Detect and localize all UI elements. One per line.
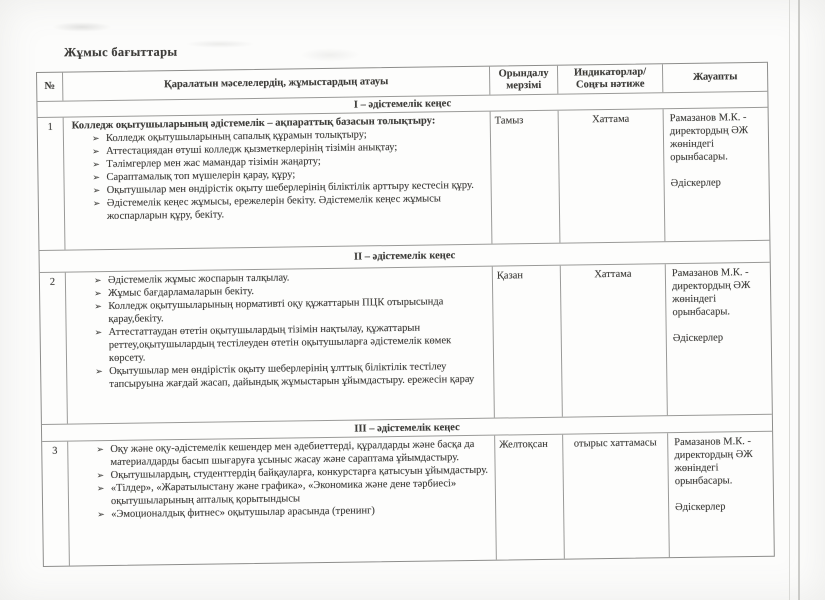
- responsible-text: Рамазанов М.К. - директордың ӘЖ жөніндегі орынбасары.: [669, 112, 749, 164]
- indicator-cell: [562, 433, 669, 558]
- indicator-text: Хаттама: [592, 113, 630, 126]
- row-tasks-cell: [63, 112, 492, 250]
- responsible-cell: [663, 108, 770, 241]
- work-plan-table: [36, 62, 775, 567]
- responsible-text-2: Әдіскерлер: [672, 332, 724, 345]
- arrow-bullet-icon: ➢: [94, 288, 102, 299]
- period-cell: [490, 111, 560, 244]
- table-row-3: [42, 431, 774, 566]
- list-item-text: Оқытушылардың, студенттердің байқауларға, конкурстарға қатысуын ұйымдастыру.: [110, 464, 489, 481]
- list-item-text: Сараптамалық топ мүшелерін қарау, құру;: [106, 169, 296, 184]
- period-text: Қазан: [496, 270, 524, 282]
- list-item-text: Оқытушылар мен өндірістік оқыту шеберлерінің ұлттық біліктілік тестілеу тапсыруына жағдай жасап, дайындық жұмыстарын ұйымдастыру. ережесін қарау: [109, 361, 475, 391]
- header-task-name: Қаралатын мәселелердің, жұмыстардың атауы: [62, 67, 489, 101]
- arrow-bullet-icon: ➢: [92, 159, 100, 170]
- scan-smudge: [185, 40, 255, 48]
- responsible-text-2: Әдіскерлер: [675, 501, 726, 514]
- arrow-bullet-icon: ➢: [94, 327, 103, 338]
- arrow-bullet-icon: ➢: [92, 198, 101, 209]
- period-cell: [492, 266, 562, 418]
- page-title: Жұмыс бағыттары: [63, 44, 178, 60]
- indicator-cell: [560, 264, 667, 416]
- task-list: [70, 127, 485, 224]
- header-responsible: Жауапты: [662, 63, 767, 92]
- scan-smudge: [52, 22, 112, 32]
- section-heading-text: II – әдістемелік кеңес: [353, 250, 456, 263]
- section-heading-text: I – әдістемелік кеңес: [353, 98, 452, 111]
- arrow-bullet-icon: ➢: [96, 444, 104, 455]
- arrow-bullet-icon: ➢: [91, 133, 100, 144]
- list-item-text: Аттестаттаудан өтетін оқытушылардың тізімін нақтылау, құжаттарын реттеу,оқытушылардың тестілеуден өтетін оқытушыларға әдістемелік көмек көрсету.: [108, 322, 452, 365]
- paper-edge-line: [789, 0, 790, 600]
- task-list: [72, 269, 488, 392]
- row-title: Колледж оқытушыларының әдістемелік – ақпараттық базасын толықтыру:: [71, 115, 436, 132]
- list-item-text: Оқытушылар мен өндірістік оқыту шеберлерінің біліктілік арттыру кестесін құру.: [106, 179, 474, 197]
- responsible-text: Рамазанов М.К. - директордың ӘЖ жөніндегі орынбасары.: [671, 267, 751, 319]
- list-item-text: Жұмыс бағдарламаларын бекіту.: [108, 285, 255, 300]
- period-cell: [494, 435, 564, 560]
- arrow-bullet-icon: ➢: [94, 301, 102, 312]
- row-number: [42, 442, 69, 566]
- arrow-bullet-icon: ➢: [96, 470, 105, 481]
- responsible-text: Рамазанов М.К. - директордың ӘЖ жөніндегі орынбасары.: [674, 436, 753, 488]
- period-text: Тамыз: [494, 115, 524, 127]
- responsible-cell: [665, 263, 772, 415]
- indicator-text: Хаттама: [594, 268, 632, 281]
- list-item: [73, 321, 488, 366]
- task-list: [74, 438, 489, 522]
- list-item-text: «Тілдер», «Жаратылыстану және графика», «Экономика және дене тәрбиесі» оқытушыларының апталық қорытындысы: [110, 478, 457, 507]
- arrow-bullet-icon: ➢: [92, 146, 100, 157]
- list-item: [71, 192, 485, 224]
- list-item-text: Оқу және оқу-әдістемелік кешендер мен әдебиеттерді, құралдарды және басқа да материалдарды басып шығаруға ұсыныс жасау және сараптама ұйымдастыру.: [110, 438, 475, 468]
- indicator-text: отырыс хаттамасы: [573, 437, 657, 450]
- arrow-bullet-icon: ➢: [93, 275, 102, 286]
- row-number-text: 2: [49, 276, 56, 288]
- row-tasks-cell: [67, 436, 496, 566]
- scan-smudge: [300, 48, 360, 62]
- section-heading-text: III – әдістемелік кеңес: [354, 421, 460, 435]
- table-row-1: [38, 107, 770, 250]
- row-number-text: 1: [47, 121, 53, 133]
- list-item-text: Колледж оқытушыларының сапалық құрамын толықтыру;: [105, 129, 367, 145]
- arrow-bullet-icon: ➢: [96, 483, 105, 494]
- list-item-text: Әдістемелік жұмыс жоспарын талқылау.: [107, 272, 290, 287]
- arrow-bullet-icon: ➢: [95, 366, 103, 377]
- list-item-text: Колледж оқытушыларының нормативті оқу құжаттарын ПЦК отырысында қарау,бекіту.: [108, 296, 444, 326]
- arrow-bullet-icon: ➢: [92, 172, 101, 183]
- table-row-2: [40, 262, 772, 424]
- row-number: [40, 273, 67, 424]
- list-item-text: Әдістемелік кеңес жұмысы, ережелерін бекіту. Әдістемелік кеңес жұмысы жоспарларын құру, бекіту.: [106, 193, 441, 223]
- row-number: [38, 118, 65, 250]
- header-period: Орындалу мерзімі: [489, 66, 557, 95]
- arrow-bullet-icon: ➢: [97, 509, 105, 520]
- header-number: №: [44, 80, 56, 92]
- paper-edge-line: [798, 0, 800, 600]
- list-item-text: «Эмоционалдық фитнес» оқытушылар арасында (тренинг): [111, 505, 375, 520]
- row-number-text: 3: [52, 445, 58, 457]
- period-text: Желтоқсан: [499, 438, 548, 451]
- row-tasks-cell: [65, 267, 494, 424]
- list-item: [73, 360, 487, 392]
- header-indicators: Индикаторлар/ Соңғы нәтиже: [557, 64, 662, 93]
- indicator-cell: [558, 109, 665, 242]
- list-item-text: Аттестациядан өтуші колледж қызметкерлерінің тізімін анықтау;: [106, 141, 398, 158]
- arrow-bullet-icon: ➢: [92, 185, 101, 196]
- responsible-cell: [667, 432, 774, 557]
- responsible-text-2: Әдіскерлер: [670, 177, 721, 190]
- list-item-text: Тәлімгерлер мен жас мамандар тізімін жаңарту;: [106, 156, 321, 171]
